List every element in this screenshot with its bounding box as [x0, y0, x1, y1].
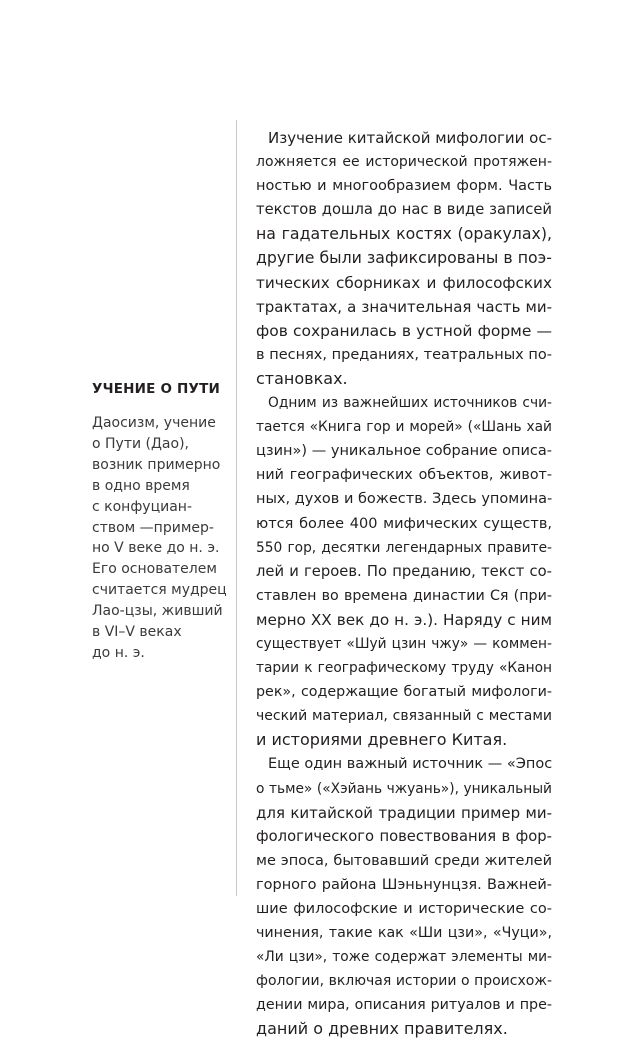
sidebar-line: Даосизм, учение	[92, 415, 216, 431]
paragraph	[256, 126, 552, 391]
text-line: дении мира, описания ритуалов и пре-	[256, 997, 552, 1014]
text-line: горного района Шэньнунцзя. Важней-	[256, 876, 552, 893]
text-line: другие были зафиксированы в поэ-	[256, 248, 552, 268]
text-line: даний о древних правителях.	[256, 1019, 508, 1039]
text-line: рек», содержащие богатый мифологи-	[256, 684, 552, 701]
sidebar-line: о Пути (Дао),	[92, 435, 189, 452]
text-line: трактатах, а значительная часть ми-	[256, 297, 552, 316]
main-text	[256, 126, 552, 1042]
text-line: 550 гор, десятки легендарных правите-	[256, 539, 552, 556]
paragraph	[256, 391, 552, 752]
text-line: мерно XX век до н. э.). Наряду с ним	[256, 610, 552, 629]
text-line: «Ли цзи», тоже содержат элементы ми-	[256, 949, 552, 966]
text-line: чинения, такие как «Ши цзи», «Чуци»,	[256, 925, 552, 942]
text-line: Еще один важный источник — «Эпос	[268, 756, 553, 773]
text-line: шие философские и исторические со-	[256, 901, 552, 917]
text-line: Изучение китайской мифологии ос-	[268, 129, 553, 147]
text-line: лей и героев. По преданию, текст со-	[256, 562, 552, 580]
text-line: ностью и многообразием форм. Часть	[256, 178, 552, 195]
sidebar-body	[92, 413, 230, 664]
text-line: о тьме» («Хэйань чжуань»), уникальный	[256, 780, 552, 797]
text-line: для китайской традиции пример ми-	[256, 803, 552, 822]
sidebar-note	[92, 380, 230, 664]
text-line: тается «Книга гор и морей» («Шань хай	[256, 419, 552, 436]
text-line: цзин») — уникальное собрание описа-	[256, 443, 552, 460]
sidebar-line: до н. э.	[92, 644, 145, 661]
text-line: становках.	[256, 368, 348, 388]
sidebar-line: ством —пример-	[92, 519, 214, 536]
text-line: ются более 400 мифических существ,	[256, 515, 552, 532]
sidebar-line: считается мудрец	[92, 582, 227, 599]
sidebar-line: возник примерно	[92, 456, 221, 473]
text-line: ложняется ее исторической протяжен-	[256, 154, 552, 171]
text-line: ных, духов и божеств. Здесь упомина-	[256, 491, 553, 508]
text-line: фов сохранилась в устной форме —	[256, 321, 552, 340]
text-line: фологии, включая истории о происхож-	[256, 973, 552, 990]
text-line: ме эпоса, бытовавший среди жителей	[256, 852, 552, 869]
text-line: на гадательных костях (оракулах),	[256, 224, 552, 244]
sidebar-title: УЧЕНИЕ О ПУТИ	[92, 381, 221, 397]
text-line: и историями древнего Китая.	[256, 730, 508, 750]
text-line: в песнях, преданиях, театральных по-	[256, 346, 552, 363]
sidebar-line: но V веке до н. э.	[92, 540, 220, 557]
text-line: текстов дошла до нас в виде записей	[256, 201, 552, 219]
sidebar-line: в одно время	[92, 477, 190, 494]
text-line: ческий материал, связанный с местами	[256, 708, 552, 725]
sidebar-line: с конфуциан-	[92, 498, 192, 515]
paragraph	[256, 752, 552, 1041]
text-line: Одним из важнейших источников счи-	[268, 395, 552, 412]
text-line: существует «Шуй цзин чжу» — коммен-	[256, 635, 552, 652]
text-line: фологического повествования в фор-	[256, 827, 552, 845]
sidebar-line: Лао-цзы, живший	[92, 603, 223, 620]
text-line: ний географических объектов, живот-	[256, 467, 552, 484]
sidebar-line: в VI–V веках	[92, 624, 182, 641]
column-divider	[236, 120, 237, 896]
text-line: ставлен во времена династии Ся (при-	[256, 587, 552, 604]
text-line: тических сборниках и философских	[256, 273, 552, 292]
sidebar-line: Его основателем	[92, 561, 217, 578]
text-line: тарии к географическому труду «Канон	[256, 660, 552, 677]
